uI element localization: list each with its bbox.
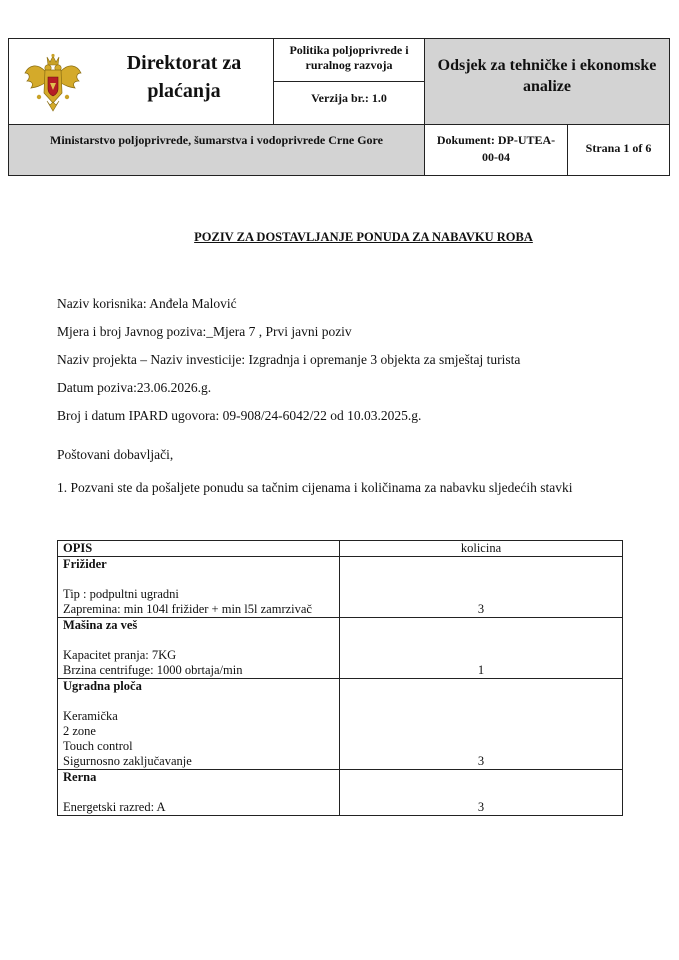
version-label: Verzija br.: 1.0 <box>311 91 387 105</box>
table-row <box>58 618 623 679</box>
department-cell <box>425 39 669 125</box>
item-spec: Energetski razred: A <box>63 800 166 814</box>
document-header <box>8 38 670 176</box>
table-row <box>58 557 623 618</box>
greeting: Poštovani dobavljači, <box>57 447 174 462</box>
items-table <box>57 540 623 816</box>
point-1: 1. Pozvani ste da pošaljete ponudu sa tačnim cijenama i količinama za nabavku sljedećih stavki <box>57 480 573 495</box>
montenegro-coat-of-arms-icon <box>23 53 83 115</box>
beneficiary-name: Naziv korisnika: Anđela Malović <box>57 296 237 311</box>
call-date: Datum poziva:23.06.2026.g. <box>57 380 212 395</box>
measure-call: Mjera i broj Javnog poziva:_Mjera 7 , Prvi javni poziv <box>57 324 352 339</box>
document-id-cell <box>425 125 568 175</box>
item-quantity: 1 <box>340 618 623 679</box>
item-spec: Tip : podpultni ugradni <box>63 587 179 601</box>
item-name: Frižider <box>63 557 107 571</box>
item-description <box>58 618 340 679</box>
ipard-contract: Broj i datum IPARD ugovora: 09-908/24-6042/22 od 10.03.2025.g. <box>57 408 422 423</box>
item-quantity: 3 <box>340 557 623 618</box>
item-description <box>58 770 340 816</box>
item-name: Ugradna ploča <box>63 679 142 693</box>
item-spec: Sigurnosno zaključavanje <box>63 754 192 768</box>
column-header-quantity: kolicina <box>340 541 623 557</box>
item-name: Mašina za veš <box>63 618 138 632</box>
table-row <box>58 679 623 770</box>
item-name: Rerna <box>63 770 97 784</box>
item-spec: 2 zone <box>63 724 96 738</box>
table-header-row <box>58 541 623 557</box>
item-spec: Brzina centrifuge: 1000 obrtaja/min <box>63 663 243 677</box>
column-header-description: OPIS <box>58 541 340 557</box>
directorate-cell <box>9 39 274 125</box>
ministry-label: Ministarstvo poljoprivrede, šumarstva i vodoprivrede Crne Gore <box>50 133 383 147</box>
item-spec: Touch control <box>63 739 133 753</box>
directorate-title: Direktorat za plaćanja <box>126 52 242 102</box>
item-spec: Zapremina: min 104l frižider + min l5l zamrzivač <box>63 602 312 616</box>
item-description <box>58 557 340 618</box>
project-name: Naziv projekta – Naziv investicije: Izgradnja i opremanje 3 objekta za smještaj turista <box>57 352 521 367</box>
table-row <box>58 770 623 816</box>
item-spec: Keramička <box>63 709 118 723</box>
item-quantity: 3 <box>340 770 623 816</box>
policy-cell <box>274 39 425 82</box>
document-id-label: Dokument: DP-UTEA-00-04 <box>436 133 556 164</box>
item-description <box>58 679 340 770</box>
page-number-cell <box>568 125 669 175</box>
department-title: Odsjek za tehničke i ekonomske analize <box>437 57 657 95</box>
ministry-cell <box>9 125 425 175</box>
page-number-label: Strana 1 of 6 <box>585 141 652 155</box>
policy-label: Politika poljoprivrede i ruralnog razvoja <box>289 43 409 72</box>
item-spec: Kapacitet pranja: 7KG <box>63 648 177 662</box>
version-cell <box>274 82 425 125</box>
document-title: POZIV ZA DOSTAVLJANJE PONUDA ZA NABAVKU ROBA <box>194 230 533 244</box>
item-quantity: 3 <box>340 679 623 770</box>
